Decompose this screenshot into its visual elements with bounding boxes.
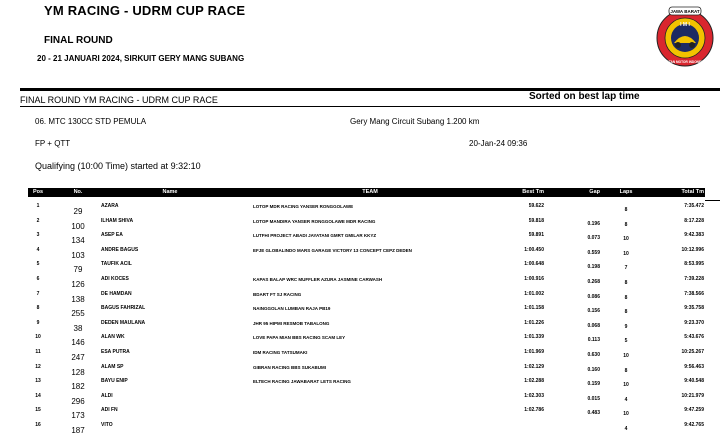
col-header-laps: Laps xyxy=(619,189,633,195)
cell-team: ELTECH RACING JAWABARAT LETS RACING xyxy=(253,379,351,385)
cell-gap: 0.068 xyxy=(587,322,600,329)
imi-jawa-barat-logo xyxy=(655,5,715,67)
cell-laps: 8 xyxy=(624,309,628,316)
cell-total: 8:17.228 xyxy=(684,217,704,224)
cell-no: 187 xyxy=(71,426,85,435)
cell-laps: 5 xyxy=(624,338,628,345)
cell-pos: 12 xyxy=(35,363,41,370)
cell-team: LOVE PAPA MIAN BBS RACING SCAM LEY xyxy=(253,335,346,341)
cell-laps: 8 xyxy=(624,280,628,286)
cell-total: 7:35.472 xyxy=(684,203,704,209)
date-venue: 20 - 21 JANUARI 2024, SIRKUIT GERY MANG SUBANG xyxy=(37,54,245,63)
cell-no: 182 xyxy=(71,382,85,392)
cell-total: 9:42.765 xyxy=(684,422,704,428)
cell-name: ANDRE BAGUS xyxy=(101,246,139,253)
table-row xyxy=(0,246,720,261)
cell-pos: 7 xyxy=(36,290,40,297)
cell-name: AZARA xyxy=(101,203,119,209)
cell-gap: 0.113 xyxy=(587,337,600,344)
cell-best: 1:01.002 xyxy=(524,290,544,297)
cell-team: LUTFHI PROJECT ABADI JAYATANI GMRT GMILAR KKYZ xyxy=(253,233,377,239)
cell-pos: 6 xyxy=(36,276,40,282)
cell-pos: 8 xyxy=(36,305,40,312)
cell-total: 9:40.548 xyxy=(684,378,704,385)
table-row xyxy=(0,304,720,319)
cell-pos: 10 xyxy=(35,334,41,341)
cell-gap: 0.559 xyxy=(587,249,600,256)
cell-name: ADI FN xyxy=(101,407,118,414)
cell-laps: 10 xyxy=(623,353,629,359)
cell-total: 10:12.996 xyxy=(681,246,704,253)
cell-best: 1:00.450 xyxy=(524,246,544,253)
cell-best: 1:01.158 xyxy=(524,305,544,312)
table-row xyxy=(0,217,720,232)
cell-total: 5:43.676 xyxy=(684,334,704,341)
cell-total: 7:39.228 xyxy=(684,276,704,282)
cell-team: LOTOP MANDIRA YANSER RONGGOLAWE MDR RACING xyxy=(253,218,376,224)
cell-best: 1:00.916 xyxy=(524,276,544,282)
cell-no: 255 xyxy=(71,309,85,319)
cell-total: 9:42.383 xyxy=(684,232,704,239)
cell-pos: 2 xyxy=(36,217,40,224)
cell-no: 146 xyxy=(71,338,85,348)
logo-letters: I M I xyxy=(680,22,690,28)
cell-team: IDM RACING TATSUMAKI xyxy=(253,350,308,355)
cell-name: ALDI xyxy=(101,392,113,399)
cell-gap: 0.015 xyxy=(587,395,600,402)
cell-best: 1:02.303 xyxy=(524,392,544,399)
session-name: FP + QTT xyxy=(35,139,71,148)
cell-best: 1:01.969 xyxy=(524,349,544,355)
cell-name: ALAN WK xyxy=(101,334,125,341)
cell-laps: 8 xyxy=(624,221,628,228)
cell-team: LOTOP MDR RACING YANSER RONGGOLAWE xyxy=(253,204,354,209)
cell-name: BAGUS FAHRIZAL xyxy=(101,305,146,312)
col-header-gap: Gap xyxy=(589,189,600,195)
cell-total: 7:38.566 xyxy=(684,290,704,297)
cell-best: 59.891 xyxy=(528,232,544,239)
cell-total: 9:35.758 xyxy=(684,305,704,312)
cell-total: 8:53.995 xyxy=(684,261,704,268)
cell-gap: 0.159 xyxy=(587,381,600,388)
circuit-info: Gery Mang Circuit Subang 1.200 km xyxy=(350,117,480,126)
cell-best: 1:01.226 xyxy=(524,319,544,326)
cell-laps: 8 xyxy=(624,207,628,213)
cell-gap: 0.196 xyxy=(587,220,600,227)
session-date: 20-Jan-24 09:36 xyxy=(469,139,528,148)
col-header-no: No. xyxy=(73,189,83,195)
cell-name: ILHAM SHIVA xyxy=(101,217,134,224)
cell-no: 79 xyxy=(73,265,83,275)
cell-no: 103 xyxy=(71,250,85,260)
logo-ring-text: IKATAN MOTOR INDONESIA xyxy=(663,60,707,64)
logo-top-text: JAWA BARAT xyxy=(670,9,700,14)
cell-best: 59.818 xyxy=(528,217,544,224)
cell-no: 247 xyxy=(71,353,85,362)
cell-name: ASEP EA xyxy=(101,232,123,239)
cell-name: ESA PUTRA xyxy=(101,349,130,355)
cell-pos: 9 xyxy=(36,319,40,326)
cell-laps: 4 xyxy=(624,396,628,403)
cell-laps: 8 xyxy=(624,294,628,301)
table-row xyxy=(0,275,720,290)
cell-laps: 10 xyxy=(623,411,629,418)
section-divider xyxy=(20,106,700,107)
section-title: FINAL ROUND YM RACING - UDRM CUP RACE xyxy=(20,95,218,105)
cell-no: 29 xyxy=(73,207,83,216)
cell-gap: 0.198 xyxy=(587,264,600,271)
cell-name: DEDEN MAULANA xyxy=(101,319,146,326)
cell-gap: 0.086 xyxy=(587,293,600,300)
cell-team: BDART FT SJ RACING xyxy=(253,291,302,297)
sort-note: Sorted on best lap time xyxy=(529,91,640,102)
cell-no: 38 xyxy=(73,323,83,333)
cell-best: 1:01.339 xyxy=(524,334,544,341)
cell-name: ALAM SP xyxy=(101,363,124,370)
cell-gap: 0.073 xyxy=(587,235,600,242)
cell-total: 9:47.259 xyxy=(684,407,704,414)
round-label: FINAL ROUND xyxy=(44,35,113,46)
table-row xyxy=(0,333,720,348)
cell-team: KAPAS BALAP WRC MUFFLER AZURA JASMINE CARWASH xyxy=(253,277,383,282)
header-tail-line xyxy=(705,200,720,201)
table-row xyxy=(0,348,720,363)
cell-total: 10:21.979 xyxy=(681,392,704,399)
cell-name: TAUFIK ACIL xyxy=(101,261,132,268)
cell-pos: 13 xyxy=(35,378,41,385)
table-row xyxy=(0,377,720,392)
cell-pos: 3 xyxy=(36,232,40,239)
table-row xyxy=(0,231,720,246)
cell-team: GIBRAN RACING BBS SUKABUMI xyxy=(253,364,326,370)
cell-best: 1:02.288 xyxy=(524,378,544,385)
cell-total: 9:23.370 xyxy=(684,319,704,326)
cell-pos: 5 xyxy=(36,261,40,268)
cell-gap: 0.268 xyxy=(587,279,600,285)
cell-total: 9:56.463 xyxy=(684,363,704,370)
cell-name: VITO xyxy=(101,422,113,428)
cell-pos: 16 xyxy=(35,422,41,428)
cell-no: 173 xyxy=(71,411,85,421)
cell-best: 1:02.129 xyxy=(524,363,544,370)
col-header-best: Best Tm xyxy=(522,189,544,195)
cell-team: NAINGGOLAN LUMBAN RAJA PB19 xyxy=(253,306,331,312)
cell-pos: 14 xyxy=(35,392,41,399)
table-row xyxy=(0,290,720,305)
table-row xyxy=(0,363,720,378)
table-row xyxy=(0,202,720,217)
cell-gap: 0.483 xyxy=(587,410,600,417)
cell-gap: 0.630 xyxy=(587,352,600,358)
cell-best: 1:00.648 xyxy=(524,261,544,268)
cell-laps: 7 xyxy=(624,265,628,272)
class-name: 06. MTC 130CC STD PEMULA xyxy=(35,117,147,126)
cell-no: 138 xyxy=(71,294,85,304)
table-row xyxy=(0,406,720,421)
cell-laps: 8 xyxy=(624,367,628,374)
cell-best: 1:02.786 xyxy=(524,407,544,414)
cell-team: EFJE GLOBALINDO MARS GARAGE VICTORY 13 CONCEPT CEPZ DEDEN xyxy=(253,247,412,253)
cell-laps: 10 xyxy=(623,236,629,243)
table-row xyxy=(0,260,720,275)
qualifying-status: Qualifying (10:00 Time) started at 9:32:10 xyxy=(35,161,201,171)
table-row xyxy=(0,392,720,407)
cell-no: 296 xyxy=(71,396,85,406)
cell-gap: 0.160 xyxy=(587,366,600,373)
cell-no: 128 xyxy=(71,367,85,377)
cell-pos: 1 xyxy=(36,203,40,209)
cell-total: 10:25.267 xyxy=(681,349,704,355)
cell-name: DE HAMDAN xyxy=(101,290,132,297)
col-header-total: Total Tm xyxy=(681,189,704,195)
col-header-name: Name xyxy=(162,189,178,195)
cell-no: 126 xyxy=(71,280,85,289)
cell-laps: 4 xyxy=(624,426,628,432)
cell-no: 100 xyxy=(71,221,85,231)
cell-name: BAYU ENIP xyxy=(101,378,128,385)
cell-gap: 0.156 xyxy=(587,308,600,315)
cell-pos: 11 xyxy=(35,349,41,355)
cell-pos: 4 xyxy=(36,246,40,253)
col-header-pos: Pos xyxy=(32,189,44,195)
cell-no: 134 xyxy=(71,236,85,246)
cell-laps: 10 xyxy=(623,250,629,257)
cell-name: ADI KOCES xyxy=(101,276,129,282)
table-row xyxy=(0,421,720,436)
table-row xyxy=(0,319,720,334)
col-header-team: TEAM xyxy=(362,189,378,195)
cell-team: JHR 95 HIPMI RESMOB TABALONG xyxy=(253,320,330,326)
cell-laps: 10 xyxy=(623,382,629,389)
cell-best: 59.622 xyxy=(528,203,544,209)
cell-pos: 15 xyxy=(35,407,41,414)
event-title: YM RACING - UDRM CUP RACE xyxy=(44,3,246,18)
cell-laps: 9 xyxy=(624,323,628,330)
